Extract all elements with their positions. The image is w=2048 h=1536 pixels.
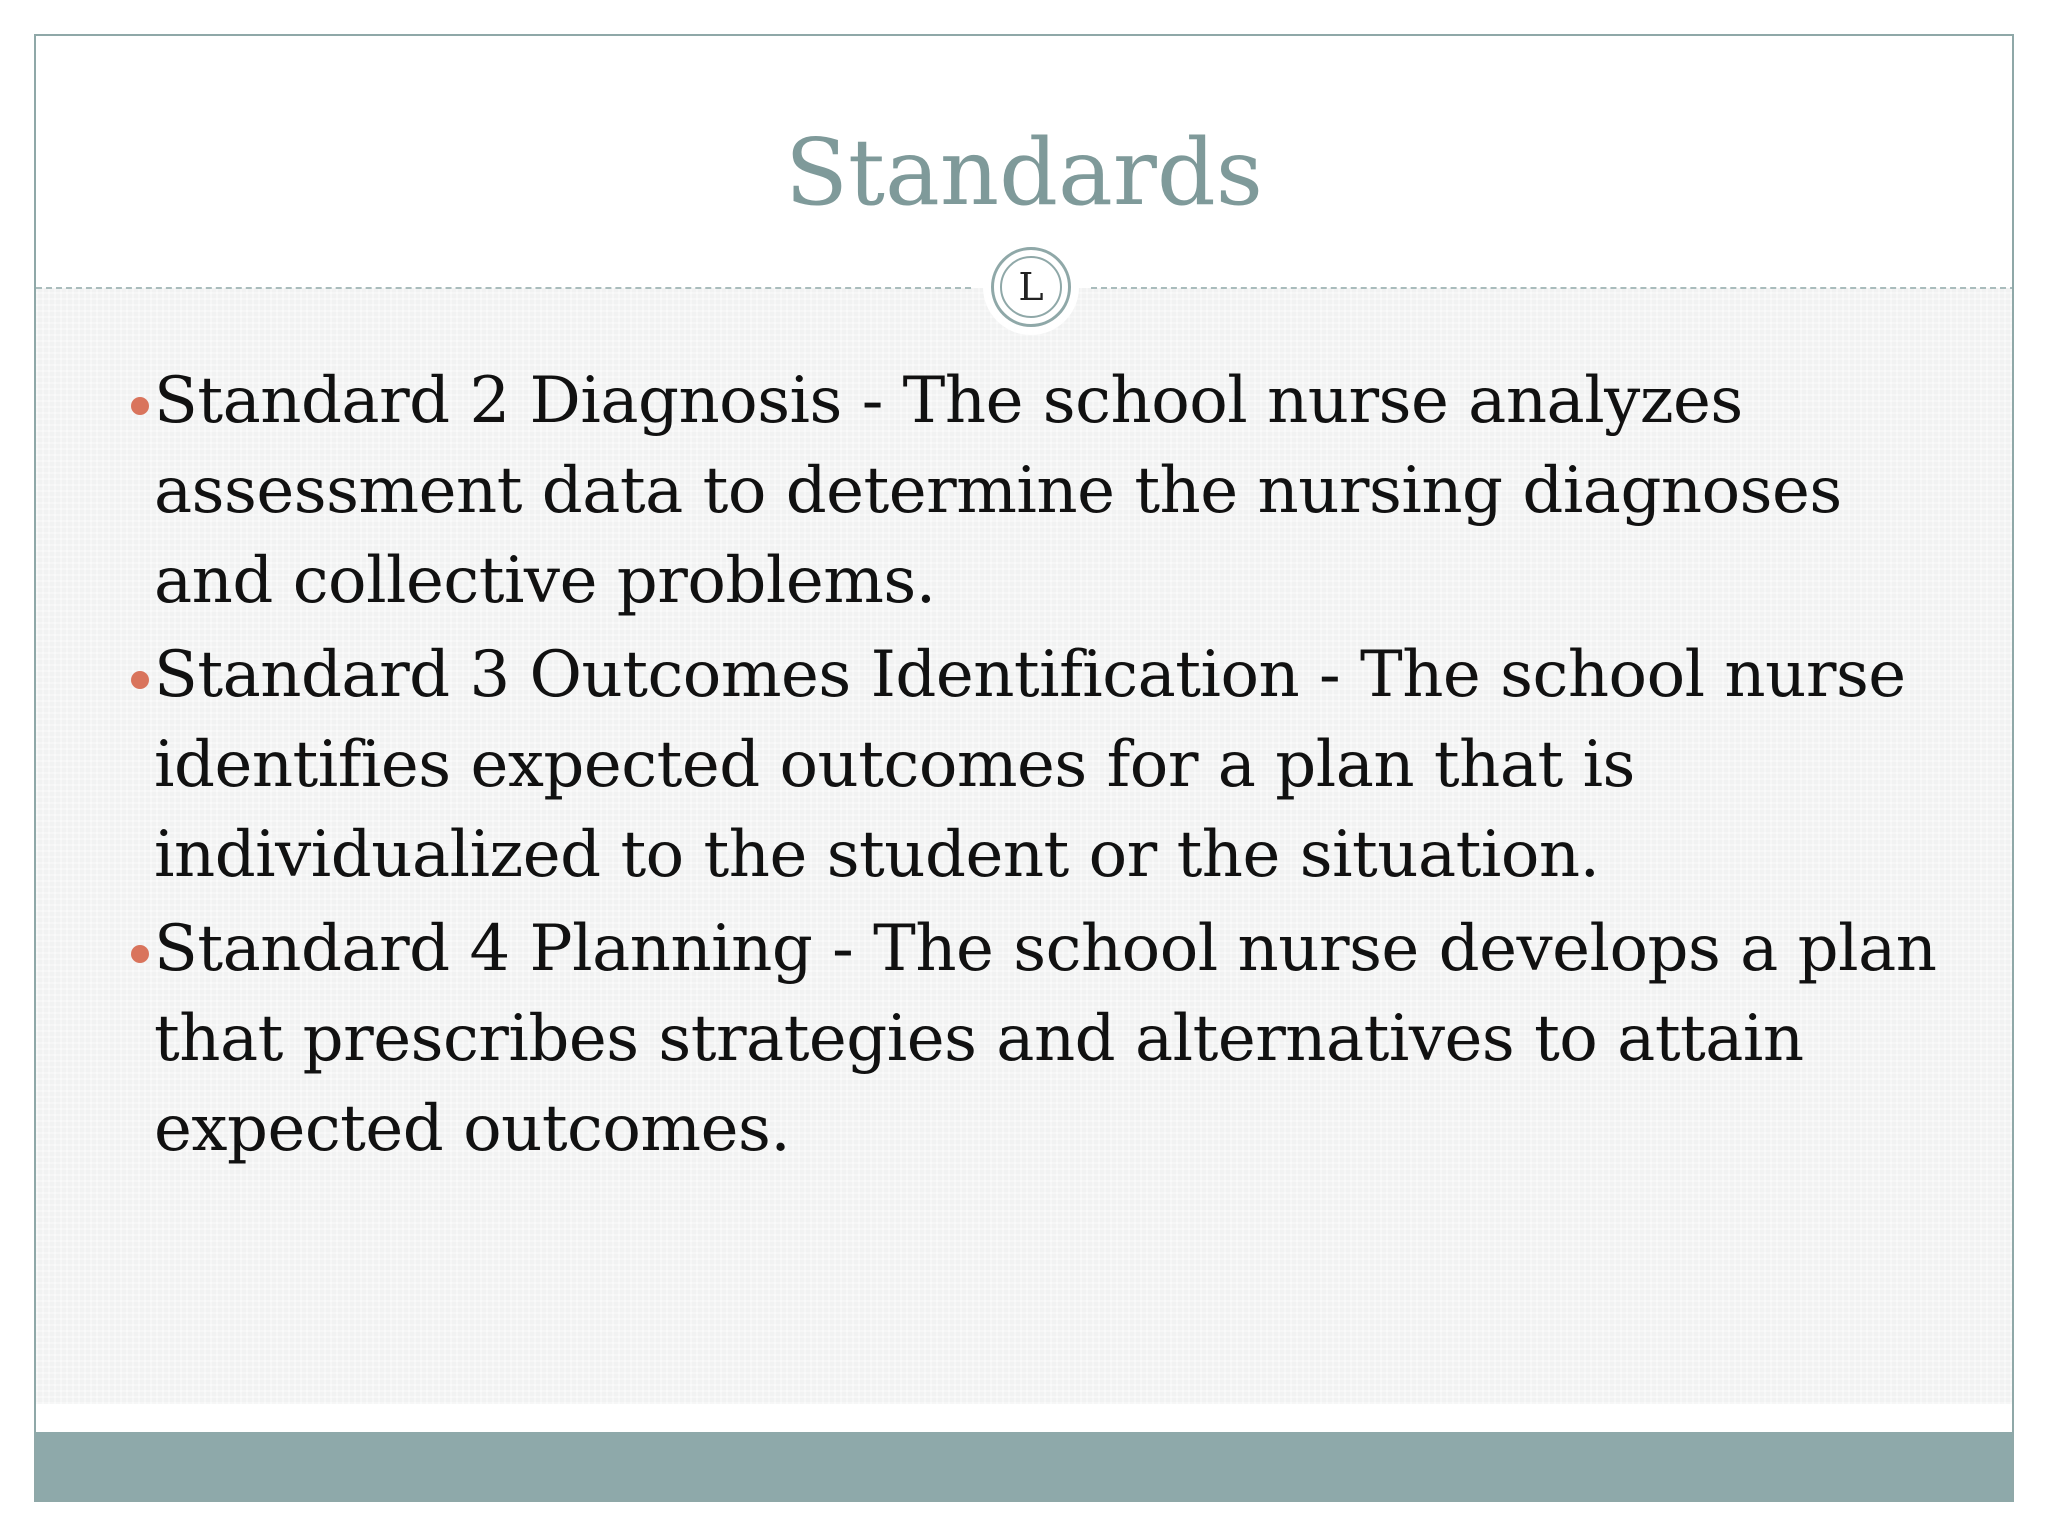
bullet-item xyxy=(154,904,1954,1174)
slide-badge xyxy=(991,247,1071,327)
bullet-list xyxy=(154,356,1954,1178)
badge-letter: L xyxy=(1000,256,1062,318)
bullet-item xyxy=(154,356,1954,626)
header-divider-right xyxy=(1091,287,2014,289)
slide xyxy=(34,34,2014,1502)
bullet-dot-icon xyxy=(131,397,149,415)
slide-title: Standards xyxy=(785,119,1263,226)
bullet-dot-icon xyxy=(131,945,149,963)
bullet-text: Standard 2 Diagnosis - The school nurse analyzes assessment data to determine the nursing diagnoses and collective problems. xyxy=(154,364,1842,618)
bullet-text: Standard 4 Planning - The school nurse develops a plan that prescribes strategies and alternatives to attain expected outcomes. xyxy=(154,912,1937,1166)
bullet-dot-icon xyxy=(131,671,149,689)
footer-bar xyxy=(36,1432,2012,1502)
bullet-text: Standard 3 Outcomes Identification - The school nurse identifies expected outcomes for a plan that is individualized to the student or the situation. xyxy=(154,638,1906,892)
header-divider-left xyxy=(36,287,971,289)
slide-body xyxy=(36,288,2012,1404)
bullet-item xyxy=(154,630,1954,900)
